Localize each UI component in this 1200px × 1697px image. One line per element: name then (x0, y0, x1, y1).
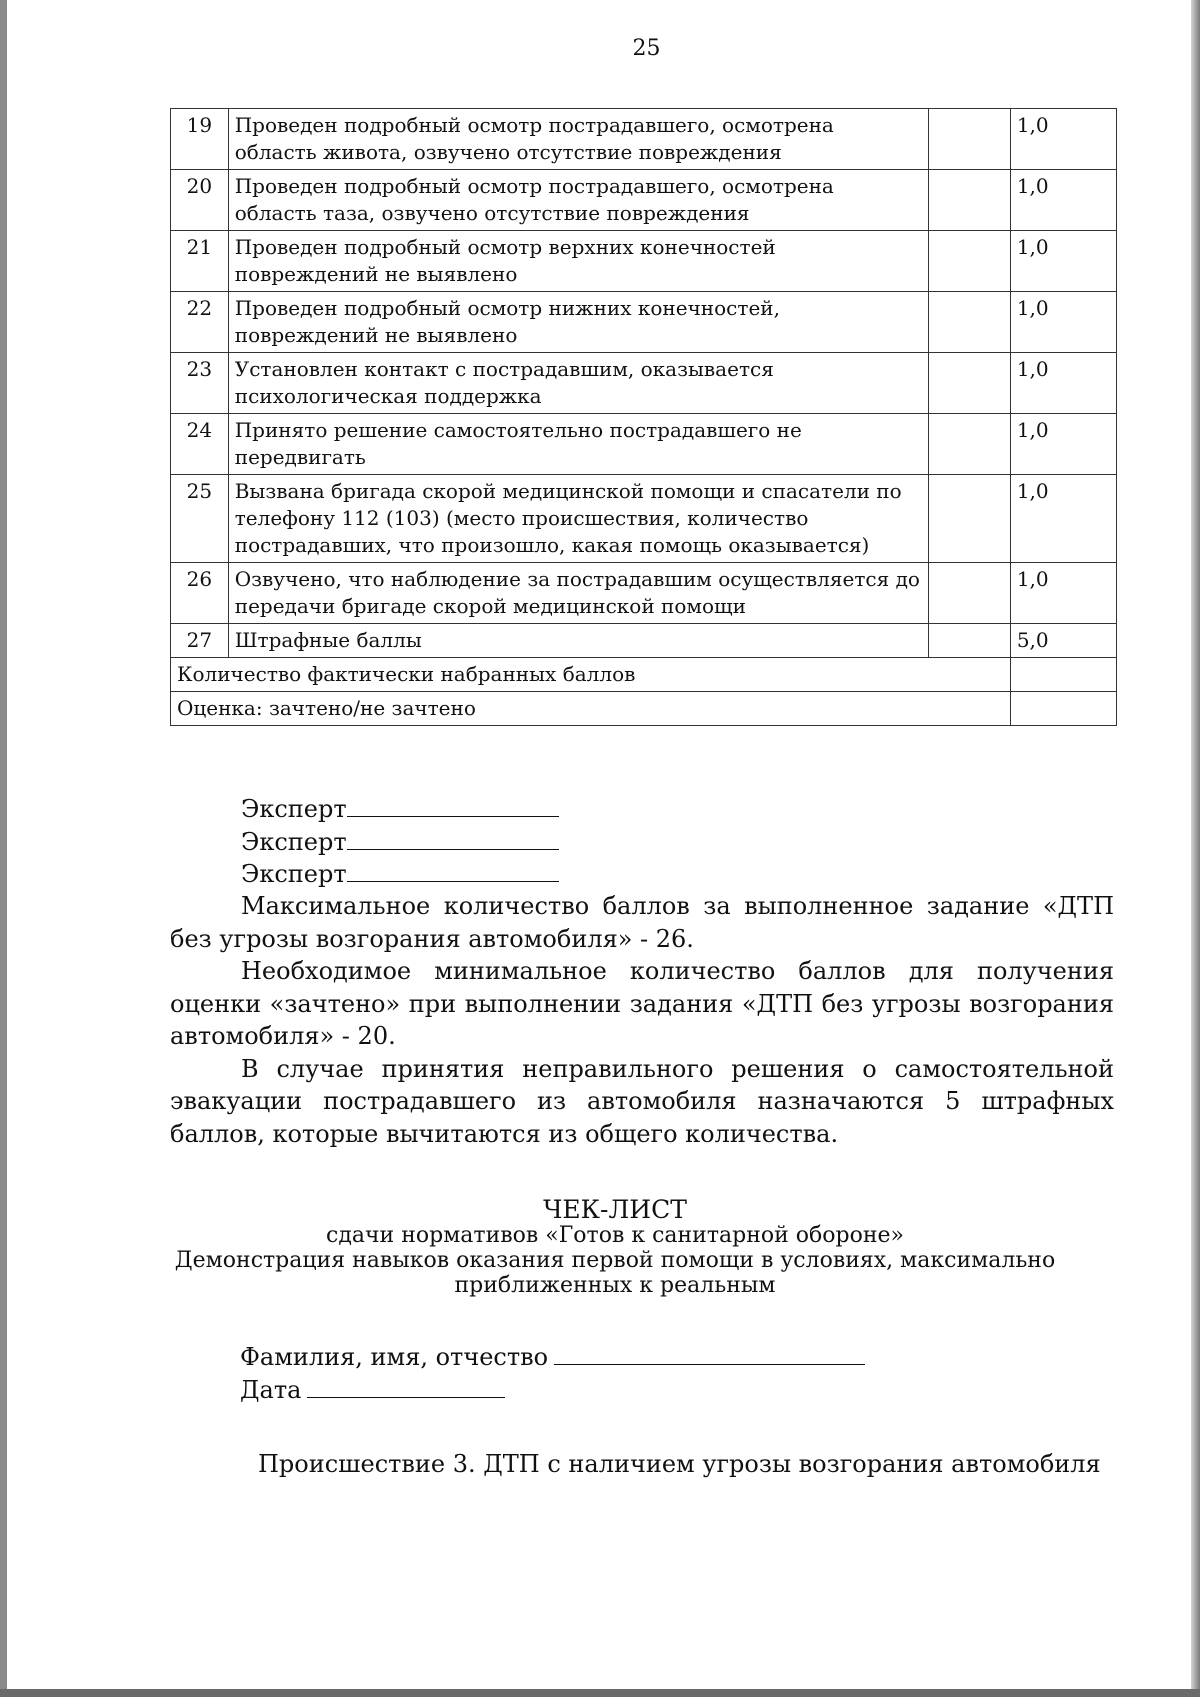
row-score: 1,0 (1010, 170, 1116, 231)
table-row (171, 109, 1117, 170)
grade-value-cell (1010, 692, 1116, 726)
row-number: 26 (171, 563, 229, 624)
row-blank-cell (928, 109, 1010, 170)
row-number: 25 (171, 475, 229, 563)
checklist-description-line2: приближенных к реальным (454, 1273, 776, 1298)
table-row (171, 475, 1117, 563)
total-value-cell (1010, 658, 1116, 692)
row-score: 1,0 (1010, 475, 1116, 563)
date-label: Дата (240, 1376, 302, 1404)
row-score: 1,0 (1010, 414, 1116, 475)
row-description: Проведен подробный осмотр пострадавшего, осмотрена область таза, озвучено отсутствие повреждения (228, 170, 928, 231)
row-number: 23 (171, 353, 229, 414)
row-number: 19 (171, 109, 229, 170)
row-blank-cell (928, 231, 1010, 292)
expert-label: Эксперт (241, 795, 347, 823)
row-score: 1,0 (1010, 563, 1116, 624)
expert-label: Эксперт (241, 860, 347, 888)
checklist-header (0, 1196, 1200, 1298)
total-row (171, 658, 1117, 692)
table-row (171, 624, 1117, 658)
row-blank-cell (928, 170, 1010, 231)
expert-signature-line (170, 858, 1114, 891)
total-label: Количество фактически набранных баллов (171, 658, 1011, 692)
paragraph-min-score: Необходимое минимальное количество баллов для получения оценки «зачтено» при выполнении задания «ДТП без угрозы возгорания автомобиля» - 20. (170, 957, 1114, 1050)
fio-field (240, 1341, 865, 1374)
row-description: Озвучено, что наблюдение за пострадавшим осуществляется до передачи бригаде скорой медицинской помощи (228, 563, 928, 624)
paragraph-penalty: В случае принятия неправильного решения о самостоятельной эвакуации пострадавшего из автомобиля назначаются 5 штрафных баллов, которые вычитаются из общего количества. (170, 1054, 1114, 1148)
row-number: 24 (171, 414, 229, 475)
expert-signature-line (170, 826, 1114, 859)
row-description: Проведен подробный осмотр верхних конечностей повреждений не выявлено (228, 231, 928, 292)
row-description: Проведен подробный осмотр нижних конечностей, повреждений не выявлено (228, 292, 928, 353)
incident-title: Происшествие 3. ДТП с наличием угрозы возгорания автомобиля (258, 1450, 1101, 1478)
table-row (171, 170, 1117, 231)
date-field (240, 1374, 865, 1407)
checklist-title: ЧЕК-ЛИСТ (543, 1195, 687, 1224)
row-description: Вызвана бригада скорой медицинской помощи и спасатели по телефону 112 (103) (место происшествия, количество пострадавших, что произошло, какая помощь оказывается) (228, 475, 928, 563)
table-row (171, 292, 1117, 353)
row-score: 5,0 (1010, 624, 1116, 658)
row-score: 1,0 (1010, 353, 1116, 414)
row-blank-cell (928, 563, 1010, 624)
row-number: 22 (171, 292, 229, 353)
scoring-rules (170, 890, 1114, 1150)
row-description: Принято решение самостоятельно пострадавшего не передвигать (228, 414, 928, 475)
scan-edge-bottom (0, 1689, 1200, 1697)
row-score: 1,0 (1010, 292, 1116, 353)
expert-signature-blank (347, 794, 559, 817)
date-blank (307, 1375, 505, 1398)
grade-label: Оценка: зачтено/не зачтено (171, 692, 1011, 726)
row-blank-cell (928, 624, 1010, 658)
row-blank-cell (928, 292, 1010, 353)
row-description: Штрафные баллы (228, 624, 928, 658)
grade-row (171, 692, 1117, 726)
row-blank-cell (928, 414, 1010, 475)
scan-edge-right (1191, 0, 1200, 1697)
table-row (171, 563, 1117, 624)
paragraph-max-score: Максимальное количество баллов за выполненное задание «ДТП без угрозы возгорания автомобиля» - 26. (170, 892, 1114, 953)
page-number: 25 (632, 36, 661, 61)
row-number: 20 (171, 170, 229, 231)
fio-label: Фамилия, имя, отчество (240, 1343, 549, 1371)
participant-fields (240, 1341, 865, 1407)
row-score: 1,0 (1010, 231, 1116, 292)
checklist-description-line1: Демонстрация навыков оказания первой помощи в условиях, максимально (174, 1248, 1056, 1273)
row-number: 21 (171, 231, 229, 292)
expert-signatures (170, 793, 1114, 891)
expert-label: Эксперт (241, 827, 347, 856)
row-score: 1,0 (1010, 109, 1116, 170)
table-row (171, 231, 1117, 292)
expert-signature-line (170, 793, 1114, 826)
expert-signature-blank (347, 859, 559, 882)
checklist-subtitle: сдачи нормативов «Готов к санитарной обороне» (326, 1223, 904, 1248)
row-blank-cell (928, 353, 1010, 414)
fio-blank (554, 1342, 865, 1365)
checklist-table (170, 108, 1117, 726)
table-row (171, 353, 1117, 414)
row-description: Установлен контакт с пострадавшим, оказывается психологическая поддержка (228, 353, 928, 414)
row-number: 27 (171, 624, 229, 658)
expert-signature-blank (347, 827, 559, 850)
table-row (171, 414, 1117, 475)
row-description: Проведен подробный осмотр пострадавшего, осмотрена область живота, озвучено отсутствие повреждения (228, 109, 928, 170)
row-blank-cell (928, 475, 1010, 563)
scan-edge-left (0, 0, 7, 1697)
